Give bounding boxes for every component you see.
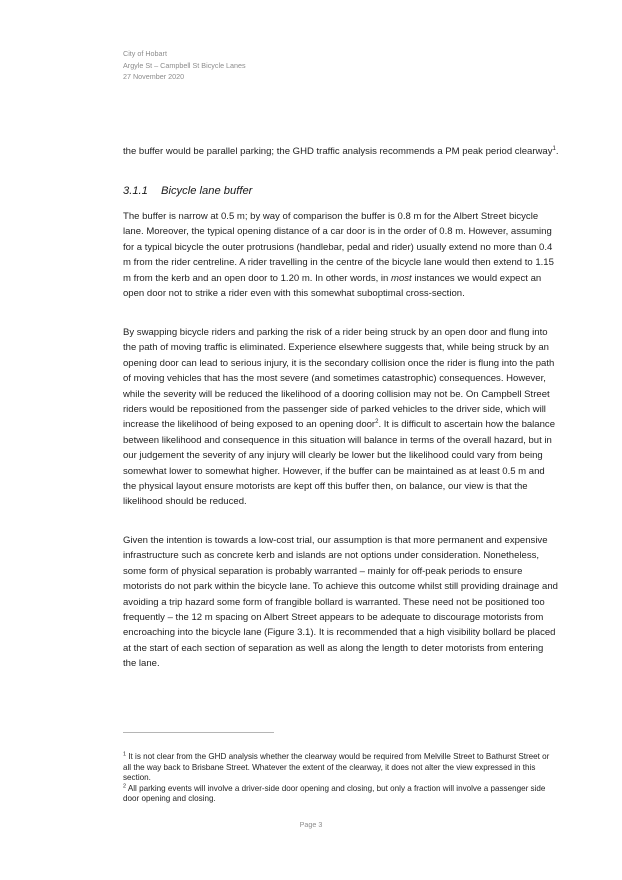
paragraph-physical-separation (123, 533, 559, 672)
footnote-item (123, 752, 559, 784)
footnotes (123, 752, 559, 805)
footnote-separator (123, 732, 274, 733)
header-project: Argyle St – Campbell St Bicycle Lanes (123, 60, 246, 70)
paragraph-dooring-risk (123, 325, 559, 510)
continuation-text: the buffer would be parallel parking; the GHD traffic analysis recommends a PM peak period clearway (123, 146, 553, 157)
section-title: Bicycle lane buffer (161, 185, 253, 197)
para3-text: Given the intention is towards a low-cost trial, our assumption is that more permanent and expensive infrastructure such as concrete kerb and islands are not options under consideration. Nonetheless, some form of physical separation is probably warranted – mainly for off-peak periods to ensure motorists do not park within the bicycle lane. To achieve this outcome whilst still providing drainage and avoiding a trip hazard some form of frangible bollard is warranted. These need not be positioned too frequently – the 12 m spacing on Albert Street appears to be adequate to discourage motorists from encroaching into the bicycle lane (Figure 3.1). It is recommended that a high visibility bollard be placed at the start of each section of separation as well as along the length to deter motorists from entering the lane. (123, 535, 558, 670)
footnote-ref-2[interactable]: 2 (375, 419, 379, 426)
section-heading (123, 185, 252, 197)
para1-after: instances we would expect an open door not to strike a rider even with this somewhat suboptimal cross-section. (123, 272, 542, 300)
para2-after: . It is difficult to ascertain how the balance between likelihood and consequence in this situation will balance in terms of the overall hazard, but in our judgement the severity of any injury will clearly be lower but the likelihood could vary from being somewhat lower to somewhat higher. However, if the buffer can be maintained as at least 0.5 m and the physical layout ensure motorists are kept off this buffer then, on balance, our view is that the likelihood should be reduced. (123, 419, 556, 508)
para1-before: The buffer is narrow at 0.5 m; by way of comparison the buffer is 0.8 m for the Albert Street bicycle lane. Moreover, the typical opening distance of a car door is in the order of 0.8 m. However, assuming for a typical bicycle the outer protrusions (handlebar, pedal and rider) usually extend no more than 0.4 m from the rider centreline. A rider travelling in the centre of the bicycle lane would then extend to 1.15 m from the kerb and an open door to 1.20 m. In other words, in (123, 211, 554, 284)
continuation-paragraph (123, 144, 559, 159)
footnote-text: All parking events will involve a driver-side door opening and closing, but only a fraction will involve a passenger side door opening and closing. (123, 783, 546, 804)
header-date: 27 November 2020 (123, 72, 185, 82)
footnote-text: It is not clear from the GHD analysis whether the clearway would be required from Melville Street to Bathurst Street or all the way back to Brisbane Street. Whatever the extent of the clearway, it does not alter the view expressed in this section. (123, 752, 550, 783)
footnote-ref-1[interactable]: 1 (552, 145, 556, 152)
continuation-end: . (555, 146, 559, 157)
page-header (123, 48, 246, 83)
page-number: Page 3 (299, 820, 323, 829)
paragraph-buffer-width (123, 209, 559, 301)
para1-emphasis: most (391, 272, 412, 284)
footnote-number: 1 (123, 751, 127, 758)
header-organisation: City of Hobart (123, 49, 167, 58)
para2-before: By swapping bicycle riders and parking the risk of a rider being struck by an open door and flung into the path of moving traffic is eliminated. Experience elsewhere suggests that, while being struck by an opening door can lead to serious injury, it is the secondary collision once the rider is flung into the path of moving vehicles that has the most severe (and sometimes catastrophic) consequences. However, while the severity will be reduced the likelihood of a dooring collision may not be. On Campbell Street riders would be repositioned from the passenger side of parked vehicles to the driver side, which will increase the likelihood of being exposed to an opening door (123, 327, 555, 431)
section-number: 3.1.1 (123, 185, 148, 197)
footnote-number: 2 (123, 783, 127, 790)
footnote-item (123, 784, 559, 805)
